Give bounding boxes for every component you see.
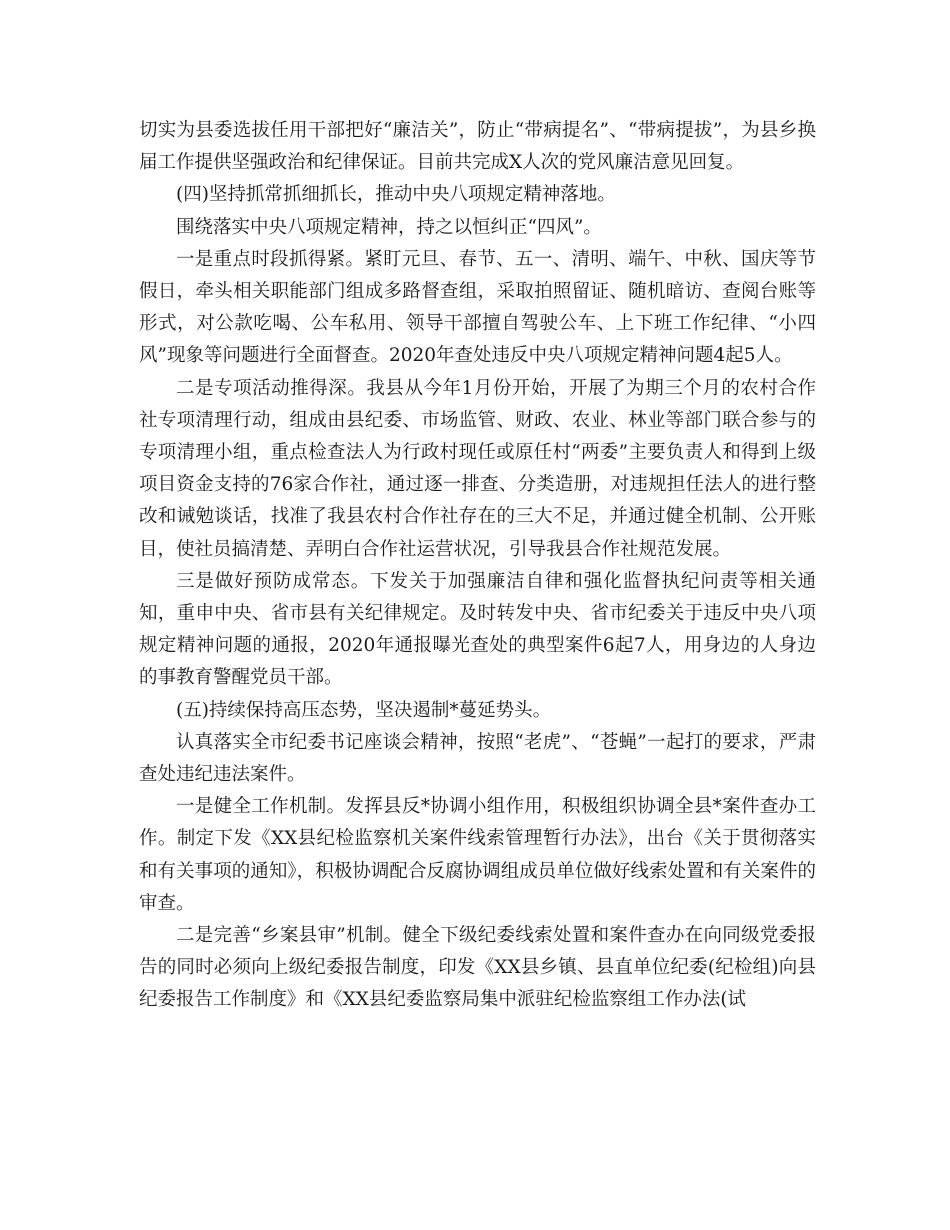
section-heading-5: (五)持续保持高压态势，坚决遏制*蔓延势头。	[176, 699, 552, 721]
section-heading-4: (四)坚持抓常抓细抓长，推动中央八项规定精神落地。	[176, 184, 616, 206]
paragraph-intro-cases: 认真落实全市纪委书记座谈会精神，按照“老虎”、“苍蝇”一起打的要求，严肃查处违纪违法案件。	[139, 731, 816, 786]
paragraph-prevention: 三是做好预防成常态。下发关于加强廉洁自律和强化监督执纪问责等相关通知，重申中央、省市县有关纪律规定。及时转发中央、省市纪委关于违反中央八项规定精神问题的通报，2020年通报曝光查处的典型案件6起7人，用身边的人身边的事教育警醒党员干部。	[139, 570, 816, 689]
paragraph-key-periods: 一是重点时段抓得紧。紧盯元旦、春节、五一、清明、端午、中秋、国庆等节假日，牵头相关职能部门组成多路督查组，采取拍照留证、随机暗访、查阅台账等形式，对公款吃喝、公车私用、领导干部擅自驾驶公车、上下班工作纪律、“小四风”现象等问题进行全面督查。2020年查处违反中央八项规定精神问题4起5人。	[139, 248, 816, 367]
paragraph-work-mechanism: 一是健全工作机制。发挥县反*协调小组作用，积极组织协调全县*案件查办工作。制定下发《XX县纪检监察机关案件线索管理暂行办法》，出台《关于贯彻落实和有关事项的通知》，积极协调配合反腐协调组成员单位做好线索处置和有关案件的审查。	[139, 796, 816, 914]
paragraph-special-campaign: 二是专项活动推得深。我县从今年1月份开始，开展了为期三个月的农村合作社专项清理行动，组成由县纪委、市场监管、财政、农业、林业等部门联合参与的专项清理小组，重点检查法人为行政村现任或原任村“两委”主要负责人和得到上级项目资金支持的76家合作社，通过逐一排查、分类造册，对违规担任法人的进行整改和诫勉谈话，找准了我县农村合作社存在的三大不足，并通过健全机制、公开账目，使社员搞清楚、弄明白合作社运营状况，引导我县合作社规范发展。	[139, 377, 816, 560]
document-body	[139, 115, 816, 1017]
paragraph-continuation: 切实为县委选拔任用干部把好“廉洁关”，防止“带病提名”、“带病提拔”，为县乡换届工作提供坚强政治和纪律保证。目前共完成X人次的党风廉洁意见回复。	[139, 120, 816, 174]
paragraph-township-review: 二是完善“乡案县审”机制。健全下级纪委线索处置和案件查办在向同级党委报告的同时必须向上级纪委报告制度，印发《XX县乡镇、县直单位纪委(纪检组)向县纪委报告工作制度》和《XX县纪委监察局集中派驻纪检监察组工作办法(试	[139, 925, 816, 1011]
paragraph-intro-four-winds: 围绕落实中央八项规定精神，持之以恒纠正“四风”。	[176, 216, 602, 238]
